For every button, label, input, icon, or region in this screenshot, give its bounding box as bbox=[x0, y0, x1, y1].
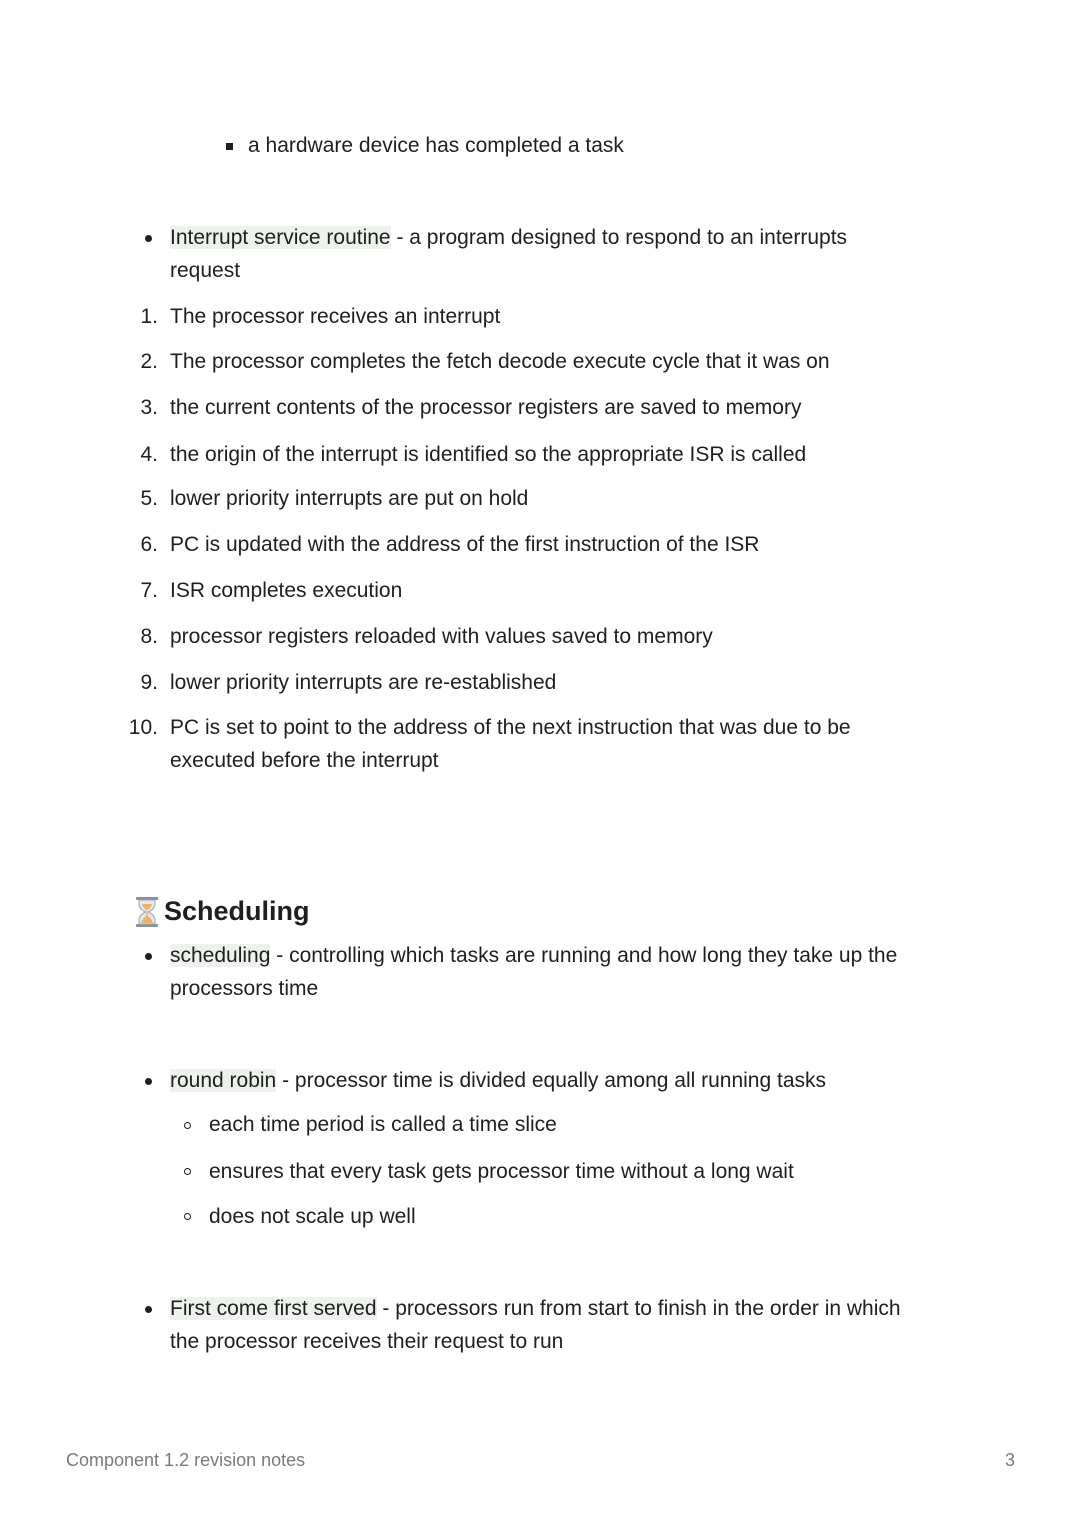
bullet-icon bbox=[145, 953, 152, 960]
square-bullet-icon bbox=[226, 143, 233, 150]
section-heading: Scheduling bbox=[164, 896, 310, 926]
step-text: lower priority interrupts are re-established bbox=[170, 671, 557, 694]
round-robin-definition bbox=[170, 1064, 826, 1097]
step-number: 2. bbox=[140, 350, 158, 373]
step-text: The processor completes the fetch decode execute cycle that it was on bbox=[170, 350, 830, 373]
isr-definition bbox=[170, 221, 847, 254]
step-number: 1. bbox=[140, 305, 158, 328]
scheduling-definition-continued: processors time bbox=[170, 977, 319, 1000]
bullet-icon bbox=[145, 1078, 152, 1085]
footer-title: Component 1.2 revision notes bbox=[66, 1450, 306, 1470]
round-robin-definition-text: - processor time is divided equally among all running tasks bbox=[276, 1069, 827, 1092]
circle-bullet-icon bbox=[184, 1168, 191, 1175]
step-text-continued: executed before the interrupt bbox=[170, 749, 439, 772]
step-text: PC is set to point to the address of the next instruction that was due to be bbox=[170, 716, 851, 739]
fcfs-definition bbox=[170, 1292, 901, 1325]
step-number: 8. bbox=[140, 625, 158, 648]
step-number: 9. bbox=[140, 671, 158, 694]
step-number: 3. bbox=[140, 396, 158, 419]
step-number: 10. bbox=[128, 716, 158, 739]
fcfs-definition-text: - processors run from start to finish in the order in which bbox=[376, 1297, 901, 1320]
isr-definition-text: - a program designed to respond to an interrupts bbox=[390, 226, 848, 249]
step-number: 6. bbox=[140, 533, 158, 556]
hourglass-icon bbox=[133, 896, 161, 928]
step-text: the current contents of the processor registers are saved to memory bbox=[170, 396, 802, 419]
isr-term: Interrupt service routine bbox=[170, 226, 391, 249]
scheduling-term: scheduling bbox=[170, 944, 271, 967]
step-text: the origin of the interrupt is identified so the appropriate ISR is called bbox=[170, 443, 807, 466]
round-robin-subitem: does not scale up well bbox=[209, 1205, 416, 1228]
round-robin-term: round robin bbox=[170, 1069, 277, 1092]
bullet-icon bbox=[145, 1306, 152, 1313]
circle-bullet-icon bbox=[184, 1122, 191, 1129]
step-text: processor registers reloaded with values saved to memory bbox=[170, 625, 713, 648]
bullet-icon bbox=[145, 235, 152, 242]
step-text: lower priority interrupts are put on hold bbox=[170, 487, 529, 510]
page-number: 3 bbox=[1004, 1450, 1015, 1470]
list-item bbox=[248, 129, 624, 162]
step-number: 7. bbox=[140, 579, 158, 602]
step-text: ISR completes execution bbox=[170, 579, 403, 602]
fcfs-definition-continued: the processor receives their request to run bbox=[170, 1330, 564, 1353]
circle-bullet-icon bbox=[184, 1213, 191, 1220]
step-text: PC is updated with the address of the first instruction of the ISR bbox=[170, 533, 760, 556]
list-item-text: a hardware device has completed a task bbox=[248, 134, 624, 157]
scheduling-definition bbox=[170, 939, 897, 972]
round-robin-subitem: each time period is called a time slice bbox=[209, 1113, 557, 1136]
step-text: The processor receives an interrupt bbox=[170, 305, 501, 328]
round-robin-subitem: ensures that every task gets processor time without a long wait bbox=[209, 1160, 794, 1183]
fcfs-term: First come first served bbox=[170, 1297, 377, 1320]
isr-definition-continued: request bbox=[170, 259, 241, 282]
scheduling-definition-text: - controlling which tasks are running and how long they take up the bbox=[270, 944, 898, 967]
step-number: 4. bbox=[140, 443, 158, 466]
step-number: 5. bbox=[140, 487, 158, 510]
